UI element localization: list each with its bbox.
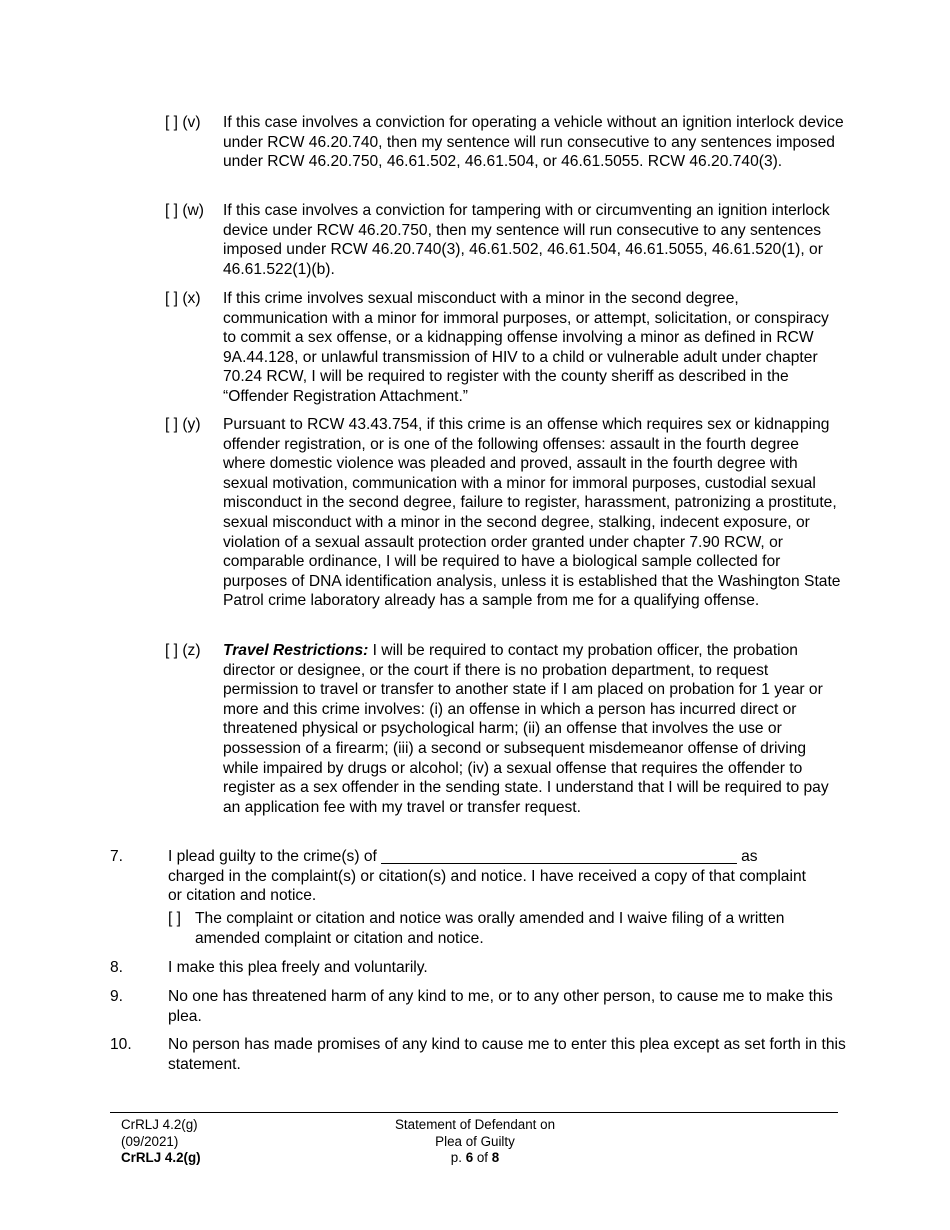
para-10-number: 10. xyxy=(110,1036,132,1053)
clause-w-text: If this case involves a conviction for tampering with or circumventing an ignition interlock device under RCW 46.20.750, then my sentence will run consecutive to any sentences imposed under RCW 46.20.740(3), 46.61.502, 46.61.504, 46.61.5055, 46.61.520(1), or 46.61.522(1)(b). xyxy=(223,202,830,278)
para-7-number: 7. xyxy=(110,848,124,865)
clause-v-text: If this case involves a conviction for operating a vehicle without an ignition interlock device under RCW 46.20.740, then my sentence will run consecutive to any sentences imposed under RCW 46.20.750, 46.61.502, 46.61.504, or 46.61.5055. RCW 46.20.740(3). xyxy=(223,114,844,171)
checkbox-x[interactable]: [ ] (x) xyxy=(165,290,201,307)
footer-title xyxy=(350,1117,600,1167)
clause-x xyxy=(165,289,845,407)
para-9-text: No one has threatened harm of any kind to me, or to any other person, to cause me to make this plea. xyxy=(168,988,833,1025)
para-10-text: No person has made promises of any kind to cause me to enter this plea except as set forth in this statement. xyxy=(168,1036,846,1073)
clause-y-text: Pursuant to RCW 43.43.754, if this crime is an offense which requires sex or kidnapping offender registration, or is one of the following offenses: assault in the fourth degree where domestic violence was pleaded and proved, assault in the fourth degree with sexual motivation, communication with a minor for immoral purposes, custodial sexual misconduct in the second degree, failure to register, harassment, patronizing a prostitute, sexual misconduct with a minor in the second degree, stalking, indecent exposure, or violation of a sexual assault protection order granted under chapter 7.90 RCW, or comparable ordinance, I will be required to have a biological sample collected for purposes of DNA identification analysis, unless it is established that the Washington State Patrol crime laboratory already has a sample from me for a qualifying offense. xyxy=(223,416,841,610)
footer-rule-ref xyxy=(121,1117,201,1167)
para-9-number: 9. xyxy=(110,988,124,1005)
clause-z-body: I will be required to contact my probation officer, the probation director or designee, or the court if there is no probation department, to request permission to travel or transfer to another state if I am placed on probation for 1 year or more and this crime involves: (i) an offense in which a person has incurred direct or threatened physical or psychological harm; (ii) an offense that involves the use or possession of a firearm; (iii) a second or subsequent misdemeanor offense of driving while impaired by drugs or alcohol; (iv) a sexual offense that requires the offender to register as a sex offender in the sending state. I understand that I will be required to pay an application fee with my travel or transfer request. xyxy=(223,642,829,816)
footer-title-line1: Statement of Defendant on xyxy=(394,1117,556,1132)
para-8-text: I make this plea freely and voluntarily. xyxy=(168,959,428,976)
footer-divider xyxy=(110,1112,838,1113)
clause-z-text xyxy=(223,641,845,817)
travel-restrictions-heading: Travel Restrictions: xyxy=(223,642,369,659)
para-7-amended xyxy=(168,909,838,948)
para-8-number: 8. xyxy=(110,959,124,976)
checkbox-amended[interactable]: [ ] xyxy=(168,910,181,927)
footer-page-number: p. 6 of 8 xyxy=(450,1150,500,1165)
para-7-text: I plead guilty to the crime(s) of _________________________________________ as charged in the complaint(s) or citation(s) and notice. I have received a copy of that complaint or citation and notice. xyxy=(168,848,806,905)
footer-rule-date: (09/2021) xyxy=(121,1133,179,1149)
clause-v xyxy=(165,113,845,172)
clause-z xyxy=(165,641,845,817)
footer-rule-line3: CrRLJ 4.2(g) xyxy=(121,1150,201,1165)
footer-rule-line1: CrRLJ 4.2(g) xyxy=(121,1117,198,1132)
clause-w xyxy=(165,201,845,279)
clause-x-text: If this crime involves sexual misconduct with a minor in the second degree, communication with a minor for immoral purposes, or attempt, solicitation, or conspiracy to commit a sex offense, or a kidnapping offense involving a minor as defined in RCW 9A.44.128, or unlawful transmission of HIV to a child or vulnerable adult under chapter 70.24 RCW, I will be required to register with the county sheriff as described in the “Offender Registration Attachment.” xyxy=(223,290,829,405)
clause-y xyxy=(165,415,845,611)
checkbox-y[interactable]: [ ] (y) xyxy=(165,416,201,433)
checkbox-w[interactable]: [ ] (w) xyxy=(165,202,204,219)
footer-title-line2: Plea of Guilty xyxy=(435,1133,515,1149)
checkbox-v[interactable]: [ ] (v) xyxy=(165,114,201,131)
para-7-amended-text: The complaint or citation and notice was orally amended and I waive filing of a written amended complaint or citation and notice. xyxy=(195,910,785,947)
checkbox-z[interactable]: [ ] (z) xyxy=(165,642,201,659)
